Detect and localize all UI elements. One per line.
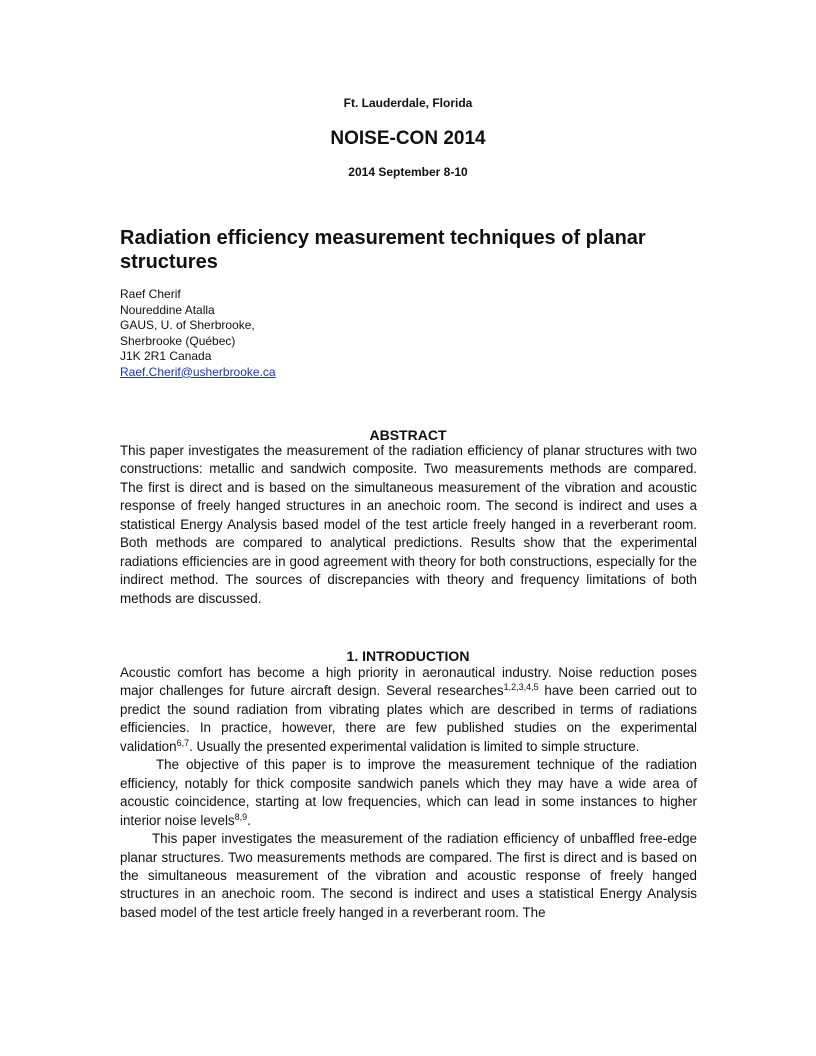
conference-name: NOISE-CON 2014 bbox=[330, 128, 486, 149]
affiliation-line: J1K 2R1 Canada bbox=[120, 349, 212, 363]
author-email-link[interactable]: Raef.Cherif@usherbrooke.ca bbox=[120, 364, 276, 379]
conference-dates: 2014 September 8-10 bbox=[348, 165, 468, 179]
intro-p2-text-a: The objective of this paper is to improve the measurement technique of the radiation efficiency, notably for thick composite sandwich panels which they may have a wide area of acoustic coincidence, starting at low frequencies, which can lead in some instances to higher interior noise levels bbox=[120, 757, 697, 828]
intro-p1-text-b: have been carried out to predict the sound radiation from vibrating plates which are described in terms of radiations efficiencies. In practice, however, there are few published studies on the experimental validation bbox=[120, 683, 698, 754]
intro-p1-text-a: Acoustic comfort has become a high priority in aeronautical industry. Noise reduction poses major challenges for future aircraft design. Several researches bbox=[120, 665, 697, 699]
author-name: Raef Cherif bbox=[120, 287, 181, 301]
affiliation-line: GAUS, U. of Sherbrooke, bbox=[120, 318, 255, 332]
author-block bbox=[120, 287, 276, 380]
citation-superscript: 1,2,3,4,5 bbox=[503, 682, 539, 693]
intro-paragraph-3: This paper investigates the measurement of the radiation efficiency of unbaffled free-edge planar structures. Two measurements methods are compared. The first is direct and is based on the simultaneous measurement of the vibration and acoustic response of freely hanged structures in an anechoic room. The second is indirect and uses a statistical Energy Analysis based model of the test article freely hanged in a reverberant room. The bbox=[120, 831, 697, 920]
abstract-paragraph: This paper investigates the measurement of the radiation efficiency of planar structures with two constructions: metallic and sandwich composite. Two measurements methods are compared. The first is direct and is based on the simultaneous measurement of the vibration and acoustic response of freely hanged structures in an anechoic room. The second is indirect and uses a statistical Energy Analysis based model of the test article freely hanged in a reverberant room. Both methods are compared to analytical predictions. Results show that the experimental radiations efficiencies are in good agreement with theory for both constructions, especially for the indirect method. The sources of discrepancies with theory and frequency limitations of both methods are discussed. bbox=[120, 443, 697, 606]
intro-p2-text-b: . bbox=[247, 812, 251, 828]
citation-superscript: 8,9 bbox=[234, 811, 248, 822]
abstract-text bbox=[120, 442, 697, 608]
intro-paragraph-2 bbox=[120, 756, 697, 830]
affiliation-line: Sherbrooke (Québec) bbox=[120, 333, 236, 348]
paper-title: Radiation efficiency measurement techniques of planar structures bbox=[120, 227, 646, 273]
introduction-text bbox=[120, 664, 697, 922]
intro-p1-text-c: . Usually the presented experimental validation is limited to simple structure. bbox=[189, 738, 640, 754]
introduction-heading: 1. INTRODUCTION bbox=[346, 648, 470, 664]
abstract-heading: ABSTRACT bbox=[369, 427, 447, 443]
author-name: Noureddine Atalla bbox=[120, 302, 215, 317]
conference-venue: Ft. Lauderdale, Florida bbox=[343, 96, 473, 110]
citation-superscript: 6,7 bbox=[176, 737, 190, 748]
intro-paragraph-1 bbox=[120, 664, 697, 756]
